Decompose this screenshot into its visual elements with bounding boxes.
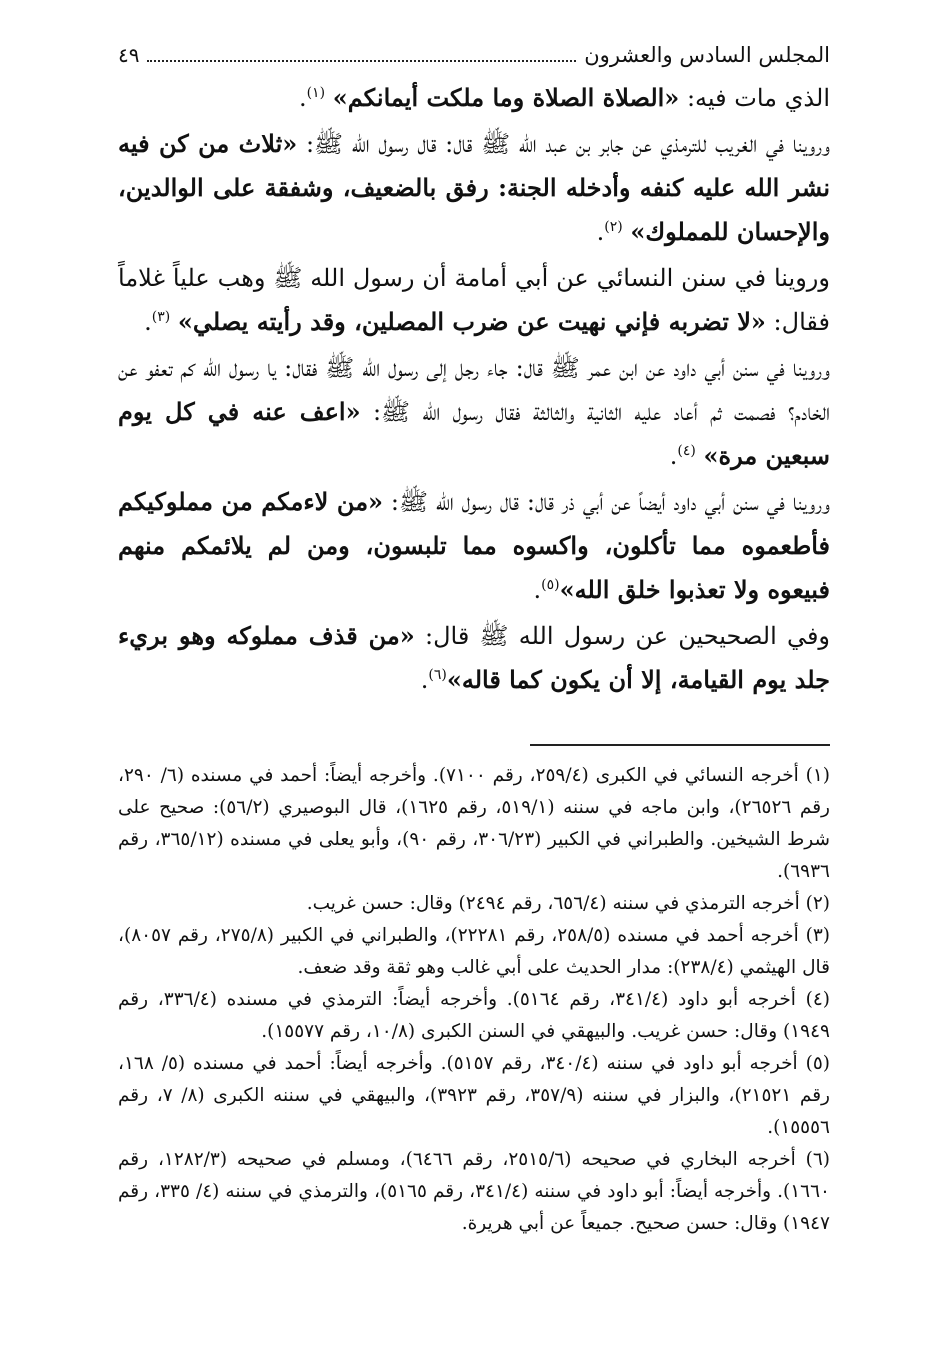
paragraph-end: . — [420, 666, 429, 694]
hadith-quote: «اعف عنه في كل يوم سبعين مرة» — [118, 397, 830, 470]
paragraph-4 — [118, 346, 830, 478]
footnote-ref: (٢) — [604, 219, 623, 235]
page-number: ٤٩ — [118, 43, 140, 67]
paragraph-text: وروينا في الغريب للترمذي عن جابر بن عبد الله ﷺ قال: قال رسول الله ﷺ: — [297, 130, 831, 158]
footnote-ref: (٥) — [541, 577, 560, 593]
leader-dots — [147, 44, 576, 62]
footnote-2: (٢) أخرجه الترمذي في سننه (٦٥٦/٤، رقم ٢٤٩٤) وقال: حسن غريب. — [306, 893, 830, 914]
hadith-quote: «من قذف مملوكه وهو بريء جلد يوم القيامة، إلا أن يكون كما قاله» — [118, 621, 830, 694]
paragraph-end: . — [533, 576, 542, 604]
footnote-6: (٦) أخرجه البخاري في صحيحه (٢٥١٥/٦، رقم ٦٤٦٦)، ومسلم في صحيحه (١٢٨٢/٣، رقم ١٦٦٠). وأخرجه أيضاً: أبو داود في سننه (٣٤١/٤، رقم ٥١٦٥)، والترمذي في سننه (٤/ ٣٣٥، رقم ١٩٤٧) وقال: حسن صحيح. جميعاً عن أبي هريرة. — [118, 1149, 830, 1234]
footnote-separator — [530, 744, 830, 746]
paragraph-1 — [118, 76, 830, 120]
main-text — [118, 76, 830, 702]
paragraph-end: . — [298, 84, 307, 112]
footnote-ref: (١) — [306, 85, 326, 101]
paragraph-5 — [118, 480, 830, 612]
paragraph-end: . — [596, 218, 605, 246]
hadith-quote: «الصلاة الصلاة وما ملكت أيمانكم» — [332, 83, 680, 112]
footnote-ref: (٣) — [151, 309, 171, 325]
paragraph-text: وروينا في سنن النسائي عن أبي أمامة أن رسول الله ﷺ وهب علياً غلاماً فقال: — [118, 264, 830, 336]
paragraph-text: وروينا في سنن أبي داود عن ابن عمر ﷺ قال: جاء رجل إلى رسول الله ﷺ فقال: يا رسول الله كم تعفو عن الخادم؟ فصمت ثم أعاد عليه الثانية والثالثة فقال رسول الله ﷺ: — [118, 354, 830, 426]
footnote-ref: (٦) — [428, 667, 447, 683]
paragraph-2 — [118, 122, 830, 254]
footnote-4: (٤) أخرجه أبو داود (٣٤١/٤، رقم ٥١٦٤). وأخرجه أيضاً: الترمذي في مسنده (٣٣٦/٤، رقم ١٩٤٩) وقال: حسن غريب. والبيهقي في السنن الكبرى (١٠/٨، رقم ١٥٥٧٧). — [118, 989, 831, 1042]
running-header — [118, 40, 830, 74]
paragraph-6 — [118, 614, 830, 702]
footnote-1: (١) أخرجه النسائي في الكبرى (٢٥٩/٤، رقم ٧١٠٠). وأخرجه أيضاً: أحمد في مسنده (٦/ ٢٩٠، رقم ٢٦٥٢٦)، وابن ماجه في سننه (٥١٩/١، رقم ١٦٢٥)، قال البوصيري (٥٦/٢): صحيح على شرط الشيخين. والطبراني في الكبير (٣٠٦/٢٣، رقم ٩٠)، وأبو يعلى في مسنده (٣٦٥/١٢، رقم ٦٩٣٦). — [118, 765, 830, 882]
paragraph-text: وفي الصحيحين عن رسول الله ﷺ قال: — [414, 622, 831, 650]
hadith-quote: «ثلاث من كن فيه نشر الله عليه كنفه وأدخله الجنة: رفق بالضعيف، وشفقة على الوالدين، والإحسان للمملوك» — [118, 129, 830, 246]
paragraph-3 — [118, 256, 830, 344]
footnotes-section — [118, 704, 830, 1240]
paragraph-end: . — [669, 442, 678, 470]
paragraph-text: وروينا في سنن أبي داود أيضاً عن أبي ذر قال: قال رسول الله ﷺ: — [383, 488, 830, 516]
paragraph-text: الذي مات فيه: — [679, 84, 830, 112]
footnote-3: (٣) أخرجه أحمد في مسنده (٢٥٨/٥، رقم ٢٢٢٨١)، والطبراني في الكبير (٢٧٥/٨، رقم ٨٠٥٧)، قال الهيثمي (٢٣٨/٤): مدار الحديث على أبي غالب وهو ثقة وقد ضعف. — [118, 925, 830, 978]
hadith-quote: «لا تضربه فإني نهيت عن ضرب المصلين، وقد رأيته يصلي» — [177, 307, 766, 336]
hadith-quote: «من لاءمكم من مملوكيكم فأطعموه مما تأكلون، واكسوه مما تلبسون، ومن لم يلائمكم منهم فبيعوه ولا تعذبوا خلق الله» — [118, 487, 830, 604]
footnote-ref: (٤) — [677, 443, 696, 459]
footnote-5: (٥) أخرجه أبو داود في سننه (٣٤٠/٤، رقم ٥١٥٧). وأخرجه أيضاً: أحمد في مسنده (٥/ ١٦٨، رقم ٢١٥٢١)، والبزار في سننه (٣٥٧/٩، رقم ٣٩٢٣)، والبيهقي في سننه الكبرى (٨/ ٧، رقم ١٥٥٥٦). — [118, 1053, 830, 1138]
chapter-title: المجلس السادس والعشرون — [584, 43, 830, 67]
paragraph-end: . — [144, 308, 152, 336]
